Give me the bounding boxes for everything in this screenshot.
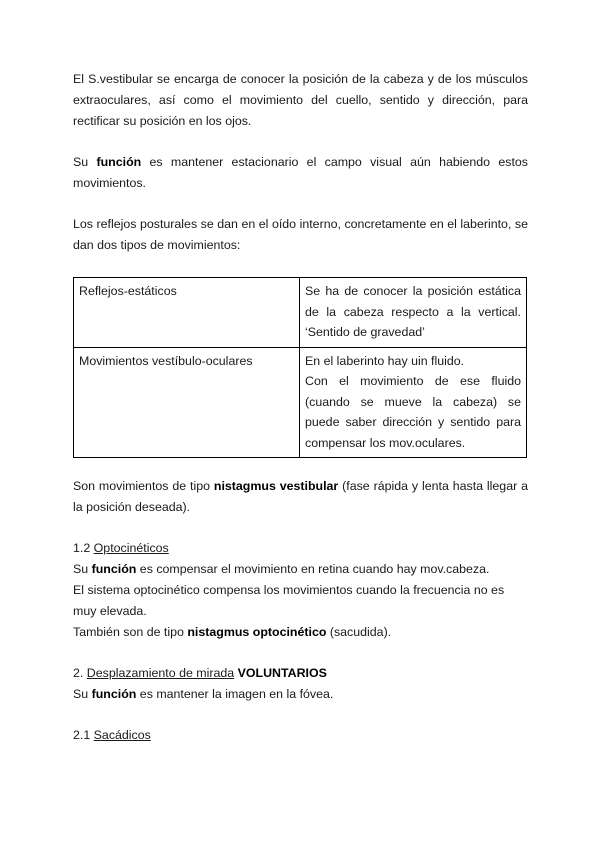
text-run: Su <box>73 155 97 169</box>
section-heading-sacadicos <box>73 725 528 746</box>
postural-reflex-paragraph: Los reflejos posturales se dan en el oído interno, concretamente en el laberinto, se dan dos tipos de movimientos: <box>73 217 528 252</box>
text-run: Son movimientos de tipo <box>73 479 214 493</box>
bold-term: nistagmus optocinético <box>187 625 327 639</box>
text-run: Su <box>73 687 92 701</box>
section-title: Sacádicos <box>93 728 151 742</box>
section-number: 2. <box>73 666 87 680</box>
bold-term: función <box>91 562 137 576</box>
cell-text: Se ha de conocer la posición estática de la cabeza respecto a la vertical. ‘Sentido de gravedad’ <box>305 284 521 339</box>
text-run: (fase rápida y lenta hasta llegar a la posición deseada). <box>73 479 528 514</box>
text-run: es mantener estacionario el campo visual aún habiendo estos movimientos. <box>73 155 528 190</box>
optocineticos-type-line <box>73 622 528 643</box>
nistagmus-vestibular-paragraph <box>73 476 528 518</box>
cell-text: Con el movimiento de ese fluido (cuando se mueve la cabeza) se puede saber dirección y sentido para compensar los mov.oculares. <box>305 374 521 450</box>
bold-term: nistagmus vestibular <box>213 479 339 493</box>
table-cell-label <box>74 278 300 348</box>
bold-term: función <box>96 155 142 169</box>
table-row <box>74 278 527 348</box>
bold-term: función <box>91 687 137 701</box>
intro-paragraph: El S.vestibular se encarga de conocer la posición de la cabeza y de los músculos extraoculares, así como el movimiento del cuello, sentido y dirección, para rectificar su posición en los ojos. <box>73 72 528 128</box>
cell-text: En el laberinto hay uin fluido. <box>305 353 465 368</box>
text-run: También son de tipo <box>73 625 188 639</box>
text-run: Su <box>73 562 92 576</box>
text-run: es mantener la imagen en la fóvea. <box>136 687 334 701</box>
table-cell-description <box>300 278 527 348</box>
section-number: 2.1 <box>73 728 94 742</box>
desplazamiento-function-line <box>73 684 528 705</box>
section-title: Desplazamiento de mirada <box>86 666 235 680</box>
section-title-bold: VOLUNTARIOS <box>234 666 327 680</box>
cell-label: Reflejos-estáticos <box>79 284 177 298</box>
section-number: 1.2 <box>73 541 94 555</box>
text-run: es compensar el movimiento en retina cuando hay mov.cabeza. <box>136 562 490 576</box>
document-page <box>73 69 528 746</box>
section-heading-desplazamiento <box>73 663 528 684</box>
section-heading-optocineticos <box>73 538 528 559</box>
section-title: Optocinéticos <box>93 541 169 555</box>
movements-table <box>73 277 527 458</box>
optocineticos-system-line: El sistema optocinético compensa los movimientos cuando la frecuencia no es muy elevada. <box>73 583 505 618</box>
cell-label: Movimientos vestíbulo-oculares <box>79 353 253 368</box>
text-run: (sacudida). <box>326 625 392 639</box>
table-cell-description <box>300 347 527 458</box>
table-cell-label <box>74 347 300 458</box>
optocineticos-function-line <box>73 559 528 580</box>
function-paragraph <box>73 152 528 194</box>
table-row <box>74 347 527 458</box>
